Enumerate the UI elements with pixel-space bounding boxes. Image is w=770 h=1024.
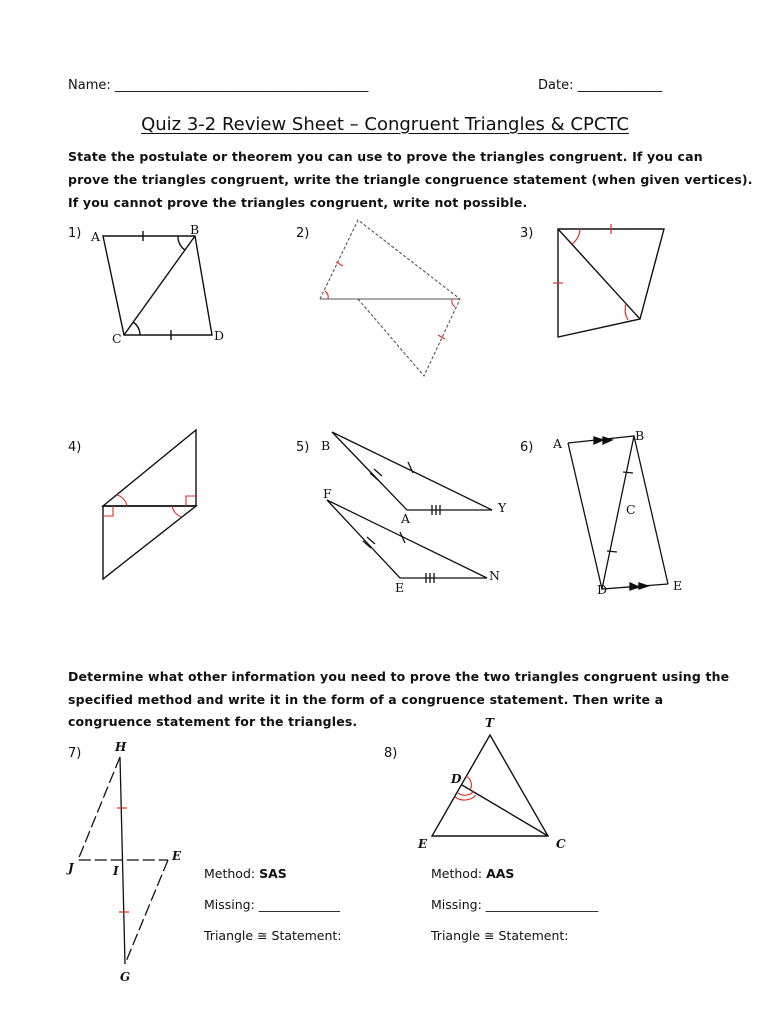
fig6-label-e: E xyxy=(673,578,683,593)
p7-missing-line[interactable]: Missing: _____________ xyxy=(204,897,341,912)
figure-8 xyxy=(432,735,548,836)
fig7-label-j: J xyxy=(68,861,74,875)
fig5-label-b: B xyxy=(321,438,331,453)
fig6-label-c: C xyxy=(626,502,636,517)
fig1-label-d: D xyxy=(214,328,225,343)
problem-6-number: 6) xyxy=(520,440,534,455)
fig6-label-b: B xyxy=(635,428,645,443)
fig7-label-g: G xyxy=(120,970,131,984)
fig1-label-b: B xyxy=(190,222,200,237)
p7-method-value: SAS xyxy=(259,866,287,881)
instruction-line-1: State the postulate or theorem you can use to prove the triangles congruent. If you can xyxy=(68,149,703,164)
problem-5-number: 5) xyxy=(296,440,310,455)
page-title: Quiz 3-2 Review Sheet – Congruent Triangles & CPCTC xyxy=(141,114,629,135)
instruction2-line-3: congruence statement for the triangles. xyxy=(68,714,358,729)
p7-method-label: Method: xyxy=(204,866,256,881)
fig7-label-h: H xyxy=(115,740,127,754)
fig1-label-c: C xyxy=(112,331,122,346)
fig1-label-a: A xyxy=(91,229,101,244)
instruction2-line-2: specified method and write it in the form of a congruence statement. Then write a xyxy=(68,692,664,707)
fig7-label-e: E xyxy=(172,849,182,863)
fig5-label-n: N xyxy=(489,568,500,583)
fig5-label-e: E xyxy=(395,580,405,595)
fig5-label-a: A xyxy=(401,511,411,526)
p8-missing-line[interactable]: Missing: __________________ xyxy=(431,897,599,912)
fig6-label-d: D xyxy=(597,582,608,597)
figure-7 xyxy=(78,757,168,964)
fig5-label-y: Y xyxy=(498,500,507,515)
p7-statement-line[interactable]: Triangle ≅ Statement: xyxy=(204,928,342,943)
date-field[interactable]: Date: _____________ xyxy=(538,78,663,93)
p7-method-line xyxy=(204,866,287,881)
problem-8-number: 8) xyxy=(384,746,398,761)
p8-method-line xyxy=(431,866,514,881)
fig7-label-i: I xyxy=(113,864,119,878)
fig8-label-d: D xyxy=(451,772,462,786)
fig8-label-t: T xyxy=(485,716,494,730)
fig8-label-e: E xyxy=(418,837,428,851)
name-field[interactable]: Name: _______________________________________ xyxy=(68,78,369,93)
problem-2-number: 2) xyxy=(296,226,310,241)
instruction-line-2: prove the triangles congruent, write the triangle congruence statement (when given vertices). xyxy=(68,172,753,187)
instruction-line-3: If you cannot prove the triangles congruent, write not possible. xyxy=(68,195,528,210)
fig8-label-c: C xyxy=(556,837,566,851)
problem-3-number: 3) xyxy=(520,226,534,241)
p8-statement-line[interactable]: Triangle ≅ Statement: xyxy=(431,928,569,943)
instruction2-line-1: Determine what other information you need to prove the two triangles congruent using the xyxy=(68,669,730,684)
problem-4-number: 4) xyxy=(68,440,82,455)
p8-method-label: Method: xyxy=(431,866,483,881)
p8-method-value: AAS xyxy=(486,866,515,881)
fig6-label-a: A xyxy=(553,436,563,451)
problem-7-number: 7) xyxy=(68,746,82,761)
problem-1-number: 1) xyxy=(68,226,82,241)
fig5-label-f: F xyxy=(323,486,332,501)
